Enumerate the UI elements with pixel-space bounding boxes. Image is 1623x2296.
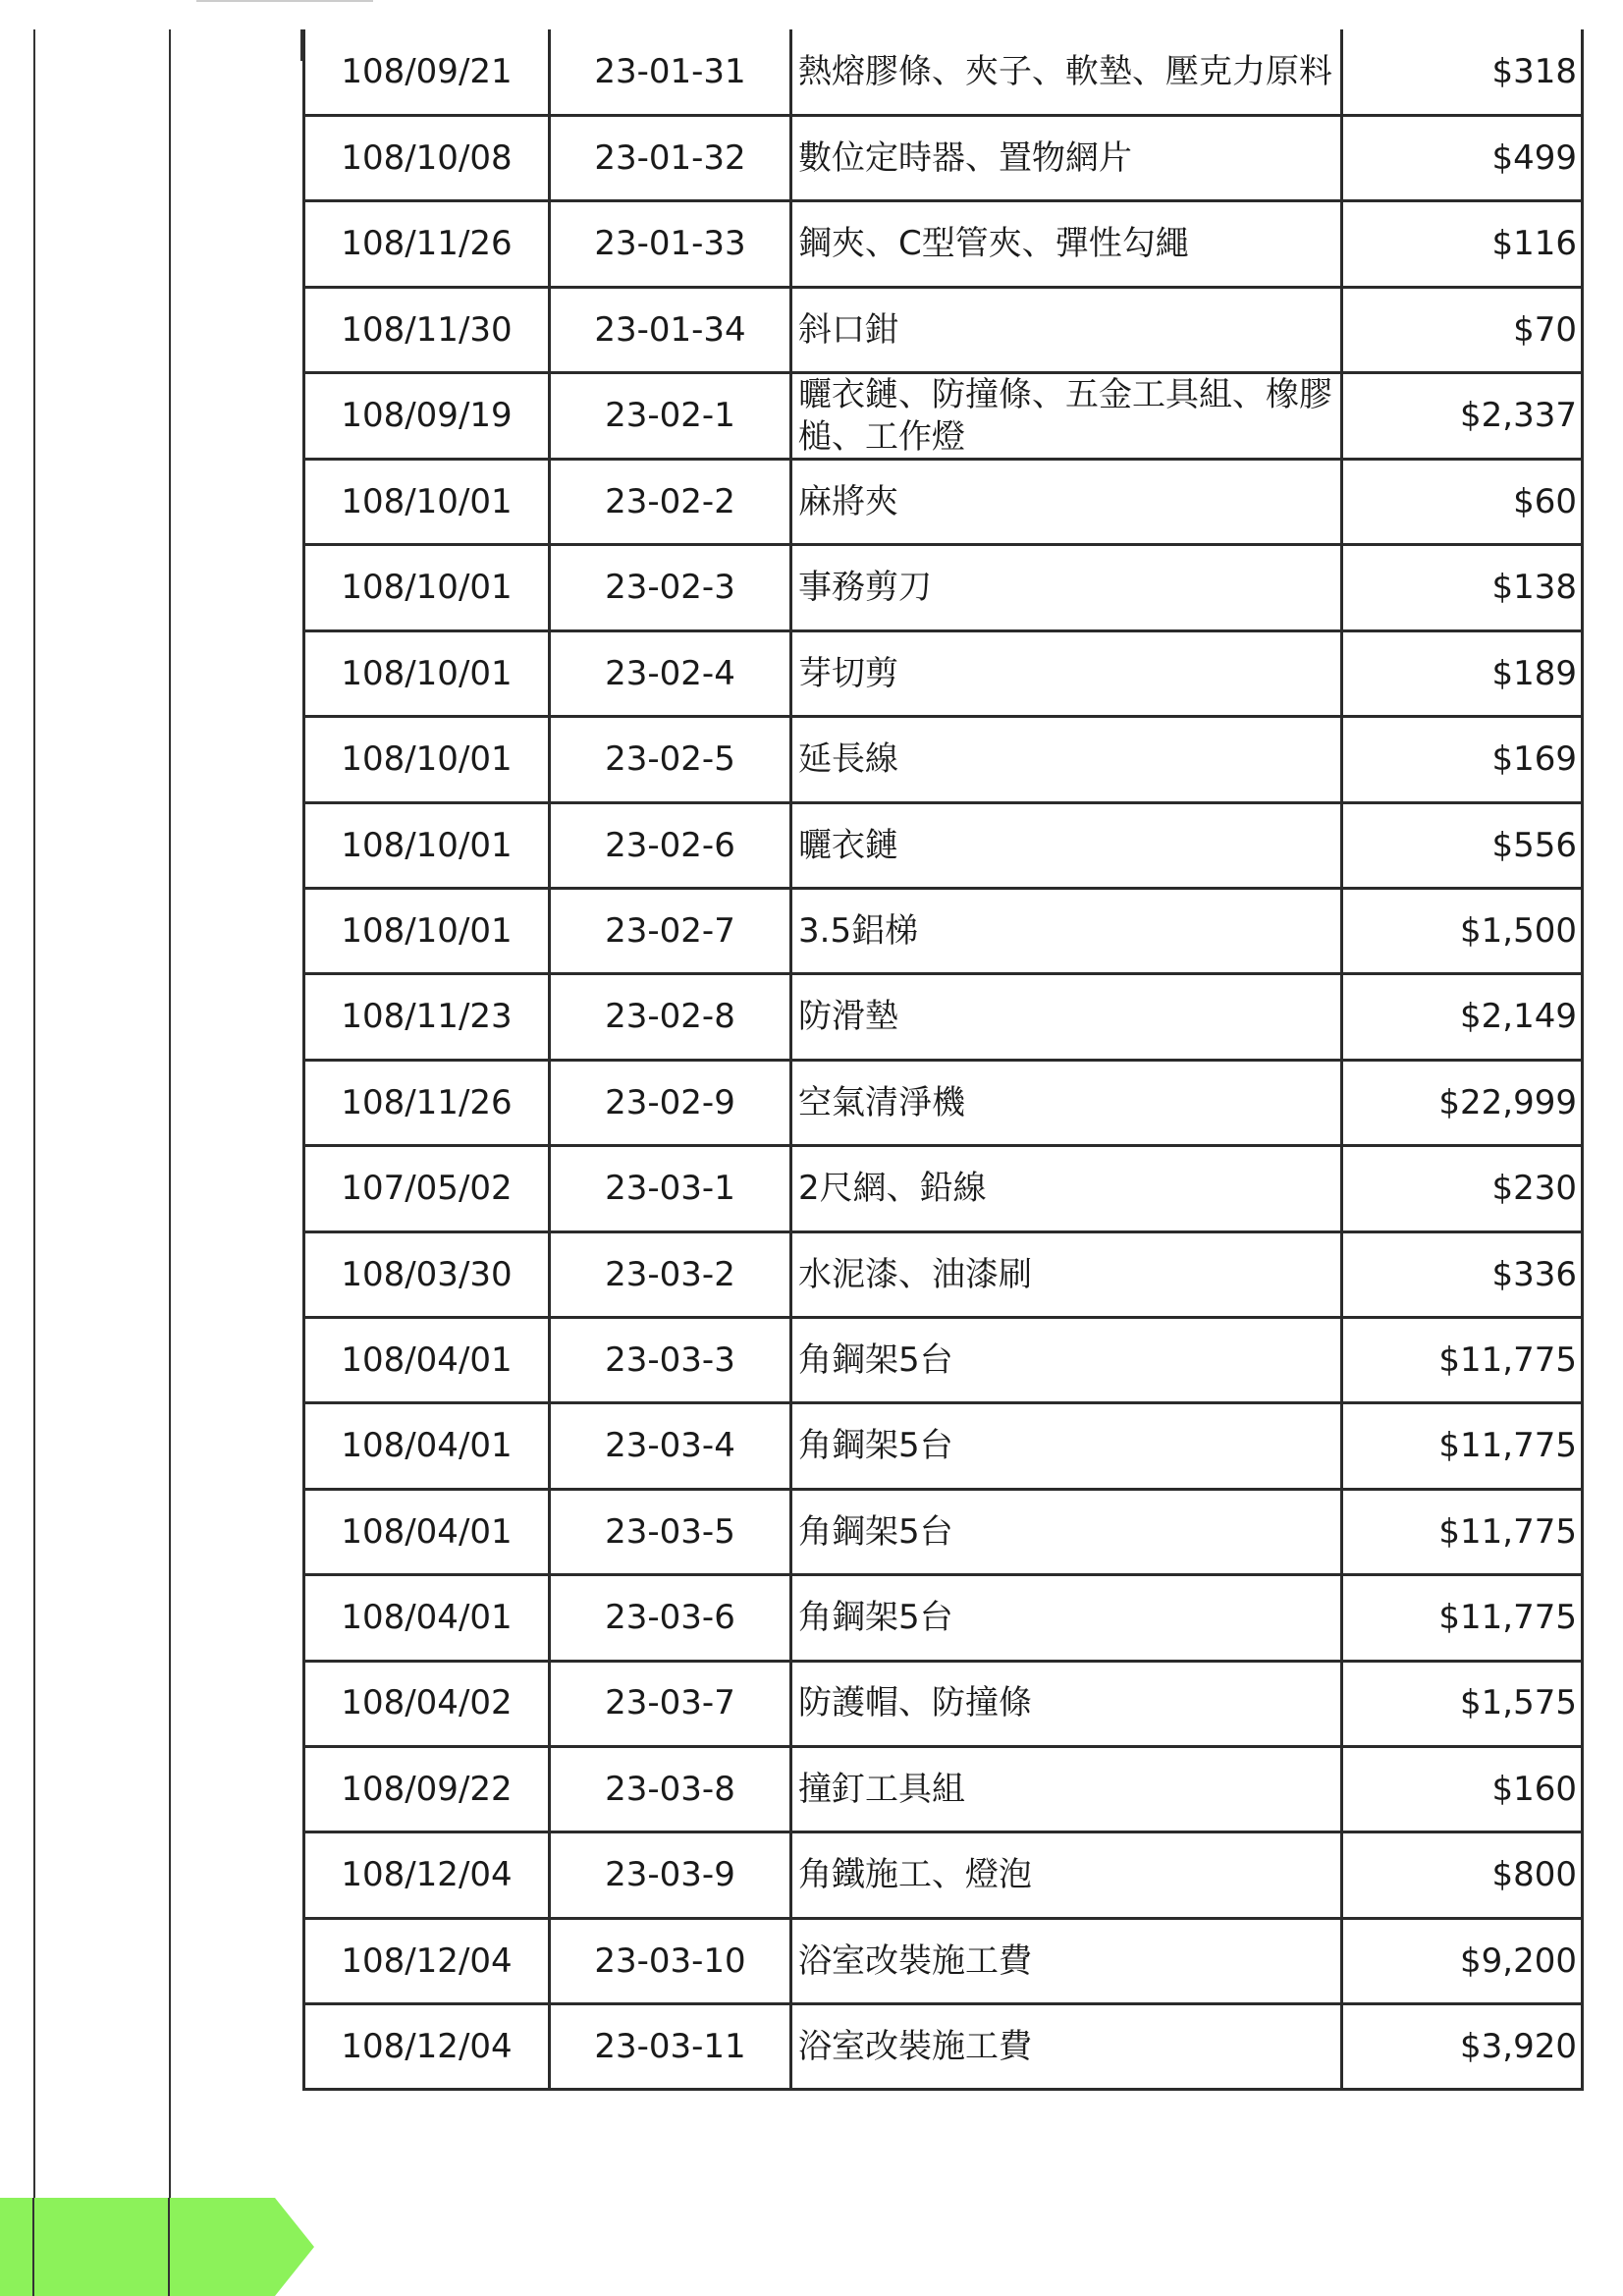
date-cell: 108/09/19 <box>304 373 550 460</box>
amount-cell: $11,775 <box>1342 1489 1583 1574</box>
date-cell: 108/10/01 <box>304 460 550 545</box>
amount-cell: $11,775 <box>1342 1317 1583 1402</box>
expense-ledger-table <box>302 29 1584 2091</box>
code-cell: 23-03-1 <box>550 1146 791 1231</box>
amount-cell: $22,999 <box>1342 1060 1583 1145</box>
code-cell: 23-03-9 <box>550 1832 791 1918</box>
code-cell: 23-01-33 <box>550 201 791 287</box>
item-cell: 延長線 <box>791 717 1342 802</box>
date-cell: 107/05/02 <box>304 1146 550 1231</box>
table-row <box>304 460 1583 545</box>
table-row <box>304 1489 1583 1574</box>
date-cell: 108/10/01 <box>304 889 550 974</box>
table-row <box>304 889 1583 974</box>
date-cell: 108/04/02 <box>304 1661 550 1746</box>
code-cell: 23-02-6 <box>550 802 791 888</box>
item-cell: 防滑墊 <box>791 974 1342 1060</box>
item-cell: 防護帽、防撞條 <box>791 1661 1342 1746</box>
code-cell: 23-03-10 <box>550 1918 791 2003</box>
second-margin-rule <box>169 29 171 2278</box>
table-row <box>304 1832 1583 1918</box>
date-cell: 108/10/01 <box>304 545 550 630</box>
ledger-body <box>304 29 1583 2090</box>
table-row <box>304 2004 1583 2090</box>
amount-cell: $1,500 <box>1342 889 1583 974</box>
date-cell: 108/10/01 <box>304 630 550 716</box>
item-cell: 角鋼架5台 <box>791 1489 1342 1574</box>
item-cell: 數位定時器、置物網片 <box>791 115 1342 200</box>
code-cell: 23-03-3 <box>550 1317 791 1402</box>
amount-cell: $2,337 <box>1342 373 1583 460</box>
date-cell: 108/09/21 <box>304 29 550 115</box>
item-cell: 2尺網、鉛線 <box>791 1146 1342 1231</box>
amount-cell: $160 <box>1342 1746 1583 1831</box>
green-tab-shape <box>0 2198 314 2296</box>
item-cell: 斜口鉗 <box>791 287 1342 372</box>
amount-cell: $230 <box>1342 1146 1583 1231</box>
table-row <box>304 1146 1583 1231</box>
date-cell: 108/11/23 <box>304 974 550 1060</box>
table-row <box>304 1661 1583 1746</box>
code-cell: 23-02-7 <box>550 889 791 974</box>
item-cell: 熱熔膠條、夾子、軟墊、壓克力原料 <box>791 29 1342 115</box>
amount-cell: $318 <box>1342 29 1583 115</box>
code-cell: 23-02-1 <box>550 373 791 460</box>
code-cell: 23-01-31 <box>550 29 791 115</box>
amount-cell: $11,775 <box>1342 1575 1583 1661</box>
item-cell: 角鋼架5台 <box>791 1575 1342 1661</box>
left-margin-rule <box>33 29 35 2278</box>
item-cell: 事務剪刀 <box>791 545 1342 630</box>
amount-cell: $336 <box>1342 1231 1583 1317</box>
amount-cell: $3,920 <box>1342 2004 1583 2090</box>
date-cell: 108/12/04 <box>304 1832 550 1918</box>
code-cell: 23-02-3 <box>550 545 791 630</box>
item-cell: 浴室改裝施工費 <box>791 2004 1342 2090</box>
item-cell: 曬衣鏈、防撞條、五金工具組、橡膠槌、工作燈 <box>791 373 1342 460</box>
table-row <box>304 1746 1583 1831</box>
amount-cell: $11,775 <box>1342 1403 1583 1489</box>
date-cell: 108/04/01 <box>304 1403 550 1489</box>
table-row <box>304 545 1583 630</box>
table-row <box>304 974 1583 1060</box>
date-cell: 108/03/30 <box>304 1231 550 1317</box>
amount-cell: $499 <box>1342 115 1583 200</box>
date-cell: 108/10/08 <box>304 115 550 200</box>
code-cell: 23-02-2 <box>550 460 791 545</box>
code-cell: 23-03-11 <box>550 2004 791 2090</box>
date-cell: 108/10/01 <box>304 802 550 888</box>
item-cell: 空氣清淨機 <box>791 1060 1342 1145</box>
table-row <box>304 1231 1583 1317</box>
amount-cell: $169 <box>1342 717 1583 802</box>
item-cell: 鋼夾、C型管夾、彈性勾繩 <box>791 201 1342 287</box>
amount-cell: $138 <box>1342 545 1583 630</box>
date-cell: 108/11/26 <box>304 1060 550 1145</box>
date-cell: 108/04/01 <box>304 1575 550 1661</box>
table-row <box>304 1575 1583 1661</box>
amount-cell: $2,149 <box>1342 974 1583 1060</box>
amount-cell: $556 <box>1342 802 1583 888</box>
date-cell: 108/12/04 <box>304 2004 550 2090</box>
item-cell: 角鋼架5台 <box>791 1317 1342 1402</box>
item-cell: 水泥漆、油漆刷 <box>791 1231 1342 1317</box>
code-cell: 23-02-5 <box>550 717 791 802</box>
table-row <box>304 1918 1583 2003</box>
amount-cell: $9,200 <box>1342 1918 1583 2003</box>
table-row <box>304 802 1583 888</box>
date-cell: 108/12/04 <box>304 1918 550 2003</box>
code-cell: 23-02-8 <box>550 974 791 1060</box>
amount-cell: $800 <box>1342 1832 1583 1918</box>
item-cell: 曬衣鏈 <box>791 802 1342 888</box>
item-cell: 撞釘工具組 <box>791 1746 1342 1831</box>
table-row <box>304 1060 1583 1145</box>
code-cell: 23-02-4 <box>550 630 791 716</box>
code-cell: 23-01-32 <box>550 115 791 200</box>
date-cell: 108/10/01 <box>304 717 550 802</box>
code-cell: 23-03-2 <box>550 1231 791 1317</box>
code-cell: 23-01-34 <box>550 287 791 372</box>
date-cell: 108/09/22 <box>304 1746 550 1831</box>
table-row <box>304 1317 1583 1402</box>
date-cell: 108/04/01 <box>304 1317 550 1402</box>
table-row <box>304 630 1583 716</box>
code-cell: 23-03-5 <box>550 1489 791 1574</box>
date-cell: 108/04/01 <box>304 1489 550 1574</box>
amount-cell: $116 <box>1342 201 1583 287</box>
code-cell: 23-02-9 <box>550 1060 791 1145</box>
table-row <box>304 115 1583 200</box>
item-cell: 角鋼架5台 <box>791 1403 1342 1489</box>
item-cell: 浴室改裝施工費 <box>791 1918 1342 2003</box>
code-cell: 23-03-4 <box>550 1403 791 1489</box>
date-cell: 108/11/26 <box>304 201 550 287</box>
table-row <box>304 287 1583 372</box>
table-row <box>304 373 1583 460</box>
amount-cell: $70 <box>1342 287 1583 372</box>
table-row <box>304 201 1583 287</box>
green-tab-marker <box>0 2198 314 2296</box>
amount-cell: $1,575 <box>1342 1661 1583 1746</box>
item-cell: 麻將夾 <box>791 460 1342 545</box>
code-cell: 23-03-6 <box>550 1575 791 1661</box>
code-cell: 23-03-8 <box>550 1746 791 1831</box>
table-row <box>304 717 1583 802</box>
table-row <box>304 1403 1583 1489</box>
item-cell: 芽切剪 <box>791 630 1342 716</box>
code-cell: 23-03-7 <box>550 1661 791 1746</box>
page-top-rule <box>196 0 373 2</box>
table-row <box>304 29 1583 115</box>
item-cell: 3.5鋁梯 <box>791 889 1342 974</box>
item-cell: 角鐵施工、燈泡 <box>791 1832 1342 1918</box>
amount-cell: $189 <box>1342 630 1583 716</box>
date-cell: 108/11/30 <box>304 287 550 372</box>
amount-cell: $60 <box>1342 460 1583 545</box>
